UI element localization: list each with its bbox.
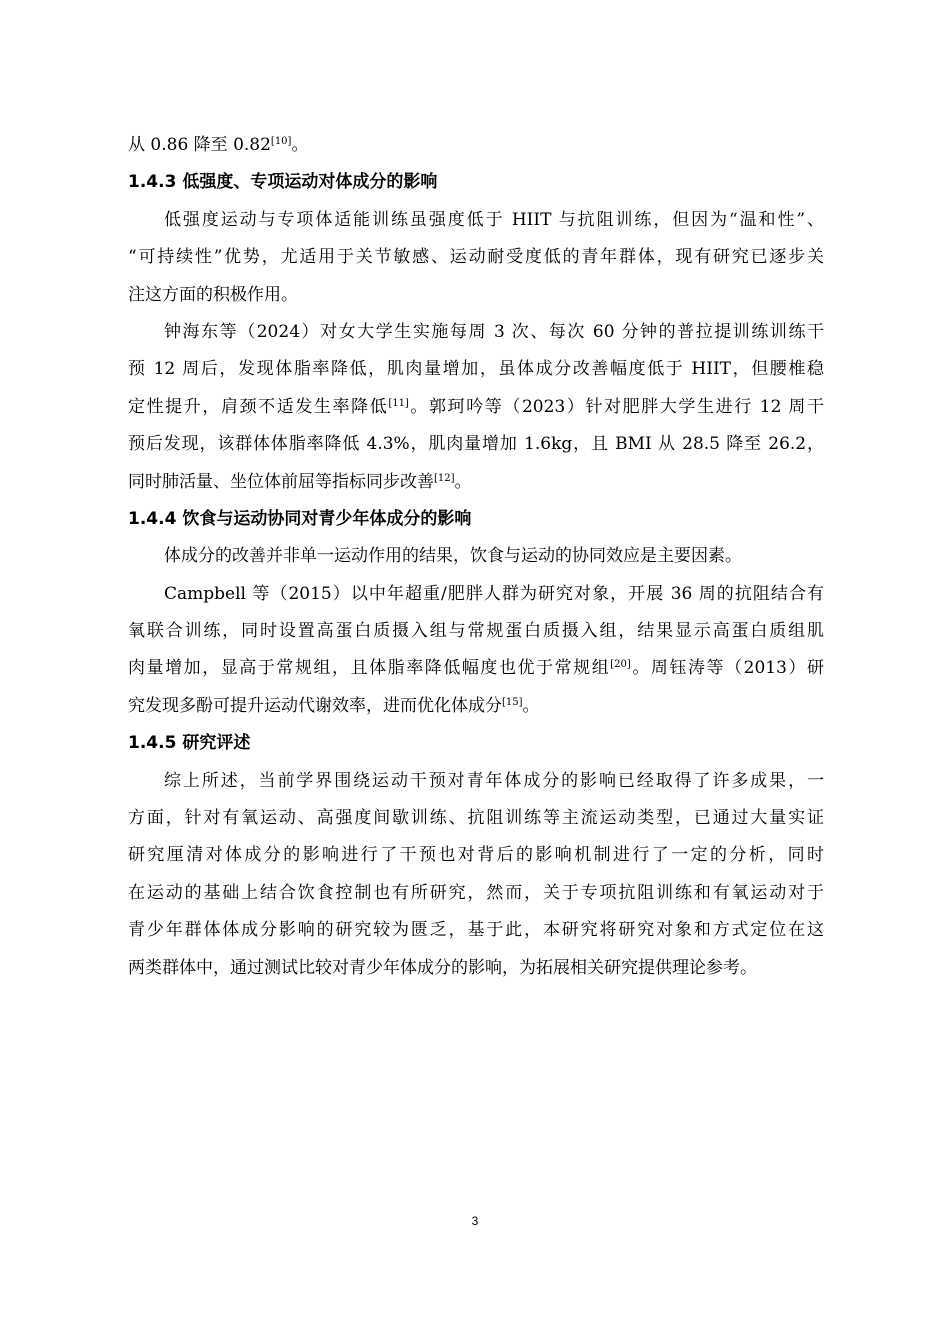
text-span: 同时肺活量、坐位体前屈等指标同步改善 [128,471,434,492]
citation[interactable]: [12] [434,472,455,484]
paragraph-line: Campbell 等（2015）以中年超重/肥胖人群为研究对象，开展 36 周的抗阻结合有 [164,583,824,604]
paragraph-line: 体成分的改善并非单一运动作用的结果，饮食与运动的协同效应是主要因素。 [164,546,742,567]
citation[interactable]: [15] [502,696,523,708]
paragraph-line: 在运动的基础上结合饮食控制也有所研究，然而，关于专项抗阻训练和有氧运动对于 [128,882,824,903]
paragraph-line: 预后发现，该群体体脂率降低 4.3%，肌肉量增加 1.6kg，且 BMI 从 28.5 降至 26.2， [128,434,824,455]
text-span: 。 [522,695,540,716]
paragraph-line [128,392,824,422]
section-heading-1-4-5: 1.4.5 研究评述 [128,733,251,754]
paragraph-line: 注这方面的积极作用。 [128,284,298,305]
paragraph-line: 氧联合训练，同时设置高蛋白质摄入组与常规蛋白质摄入组，结果显示高蛋白质组肌 [128,621,824,642]
citation[interactable]: [11] [388,397,409,409]
paragraph-line [128,130,824,160]
text-span: 肉量增加，显高于常规组，且体脂率降低幅度也优于常规组 [128,658,611,679]
paragraph-line [128,691,824,721]
citation[interactable]: [10] [270,136,292,147]
paragraph-line: “可持续性”优势，尤适用于关节敏感、运动耐受度低的青年群体，现有研究已逐步关 [128,247,824,268]
text-span: 。郭珂吟等（2023）针对肥胖大学生进行 12 周干 [408,396,825,417]
text-span: 。 [454,471,472,492]
paragraph-line [128,653,824,683]
paragraph-line: 综上所述，当前学界围绕运动干预对青年体成分的影响已经取得了许多成果，一 [164,770,824,791]
citation[interactable]: [20] [610,659,631,671]
section-heading-1-4-4: 1.4.4 饮食与运动协同对青少年体成分的影响 [128,508,472,529]
paragraph-line: 研究厘清对体成分的影响进行了干预也对背后的影响机制进行了一定的分析，同时 [128,845,824,866]
paragraph-line: 青少年群体体成分影响的研究较为匮乏，基于此，本研究将研究对象和方式定位在这 [128,920,824,941]
paragraph-line: 两类群体中，通过测试比较对青少年体成分的影响，为拓展相关研究提供理论参考。 [128,957,757,978]
text-span: 定性提升，肩颈不适发生率降低 [128,396,389,417]
paragraph-line [128,467,824,497]
text-span: 从 0.86 降至 0.82 [128,135,271,155]
page-number: 3 [471,1214,479,1228]
paragraph-line: 钟海东等（2024）对女大学生实施每周 3 次、每次 60 分钟的普拉提训练训练干 [164,321,824,342]
text-span: 究发现多酚可提升运动代谢效率，进而优化体成分 [128,695,502,716]
paragraph-line: 预 12 周后，发现体脂率降低，肌肉量增加，虽体成分改善幅度低于 HIIT，但腰椎稳 [128,359,824,380]
document-body [128,130,824,990]
section-heading-1-4-3: 1.4.3 低强度、专项运动对体成分的影响 [128,172,438,193]
paragraph-line: 方面，针对有氧运动、高强度间歇训练、抗阻训练等主流运动类型，已通过大量实证 [128,808,824,829]
text-span: 。 [291,135,309,155]
text-span: 。周钰涛等（2013）研 [630,658,824,679]
paragraph-line: 低强度运动与专项体适能训练虽强度低于 HIIT 与抗阻训练，但因为“温和性”、 [164,209,824,230]
